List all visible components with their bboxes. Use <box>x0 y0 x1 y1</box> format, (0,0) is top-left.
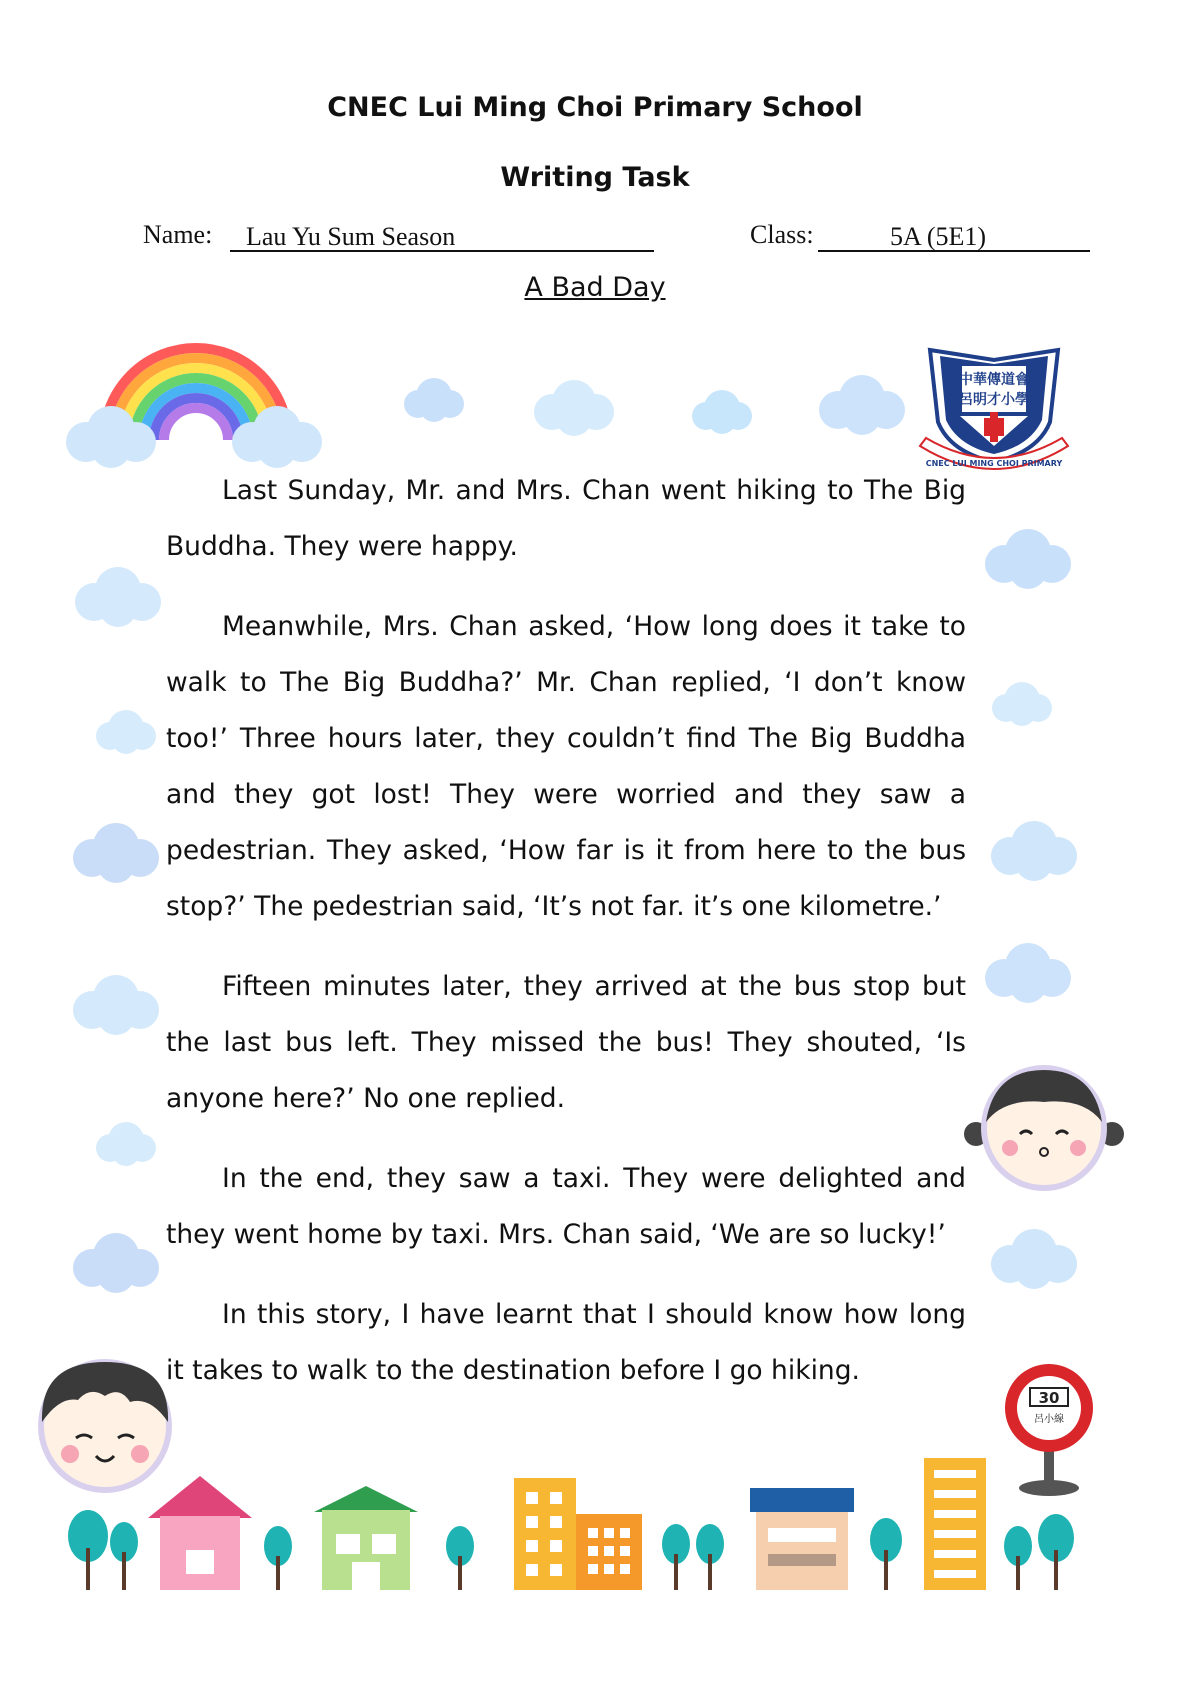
crest-top-text: 中華傳道會 <box>959 372 1029 388</box>
cloud-icon <box>690 388 754 438</box>
street-scene <box>60 1458 1100 1598</box>
name-field <box>230 222 654 252</box>
house-icon <box>314 1486 418 1590</box>
cloud-icon <box>990 1226 1078 1292</box>
story-paragraph: In the end, they saw a taxi. They were delighted and they went home by taxi. Mrs. Chan said, ‘We are so lucky!’ <box>166 1163 966 1250</box>
story-body <box>166 463 966 1423</box>
cloud-icon <box>72 820 160 886</box>
crest-mid-text: 呂明才小學 <box>959 392 1029 408</box>
class-field <box>818 222 1090 252</box>
tree-icon <box>696 1524 724 1590</box>
tree-icon <box>1038 1514 1074 1590</box>
tree-icon <box>68 1510 108 1590</box>
tree-icon <box>446 1526 474 1590</box>
crest-ribbon-text: CNEC LUI MING CHOI PRIMARY <box>925 459 1063 468</box>
cloud-icon <box>532 376 616 440</box>
cloud-icon <box>74 564 162 630</box>
building-icon <box>514 1478 642 1590</box>
building-icon <box>924 1458 986 1590</box>
girl-face-icon <box>964 1062 1124 1194</box>
cloud-icon <box>402 376 466 426</box>
tree-icon <box>110 1522 138 1590</box>
tree-icon <box>870 1518 902 1590</box>
cloud-icon <box>984 940 1072 1006</box>
cloud-icon <box>232 404 322 470</box>
story-paragraph: Meanwhile, Mrs. Chan asked, ‘How long does it take to walk to The Big Buddha?’ Mr. Chan replied, ‘I don’t know too!’ Three hours later, they couldn’t find The Big Buddha and they got lost! They were worried and they saw a pedestrian. They asked, ‘How far is it from here to the bus stop?’ The pedestrian said, ‘It’s not far. it’s one kilometre.’ <box>166 611 966 922</box>
story-paragraph: Fifteen minutes later, they arrived at the bus stop but the last bus left. They missed the bus! They shouted, ‘Is anyone here?’ No one replied. <box>166 971 966 1114</box>
story-paragraph: In this story, I have learnt that I should know how long it takes to walk to the destination before I go hiking. <box>166 1299 966 1386</box>
cloud-icon <box>94 1120 158 1170</box>
name-value: Lau Yu Sum Season <box>246 222 456 251</box>
house-icon <box>148 1476 252 1590</box>
bus-sign-line: 呂小線 <box>1034 1414 1064 1425</box>
story-paragraph: Last Sunday, Mr. and Mrs. Chan went hiking to The Big Buddha. They were happy. <box>166 475 966 562</box>
cloud-icon <box>984 526 1072 592</box>
cloud-icon <box>94 708 158 758</box>
task-title: Writing Task <box>500 162 690 193</box>
tree-icon <box>662 1524 690 1590</box>
cloud-icon <box>72 1230 160 1296</box>
cloud-icon <box>990 818 1078 884</box>
class-value: 5A (5E1) <box>890 222 987 251</box>
school-name: CNEC Lui Ming Choi Primary School <box>327 92 863 123</box>
tree-icon <box>264 1526 292 1590</box>
cloud-icon <box>66 404 156 470</box>
name-label: Name: <box>143 220 213 249</box>
school-crest-icon <box>920 342 1068 480</box>
cloud-icon <box>990 680 1054 730</box>
story-title: A Bad Day <box>524 272 666 303</box>
building-icon <box>750 1488 854 1590</box>
bus-number: 30 <box>1038 1389 1060 1407</box>
class-label: Class: <box>750 220 814 249</box>
cloud-icon <box>72 972 160 1038</box>
tree-icon <box>1004 1526 1032 1590</box>
cloud-icon <box>818 372 906 438</box>
